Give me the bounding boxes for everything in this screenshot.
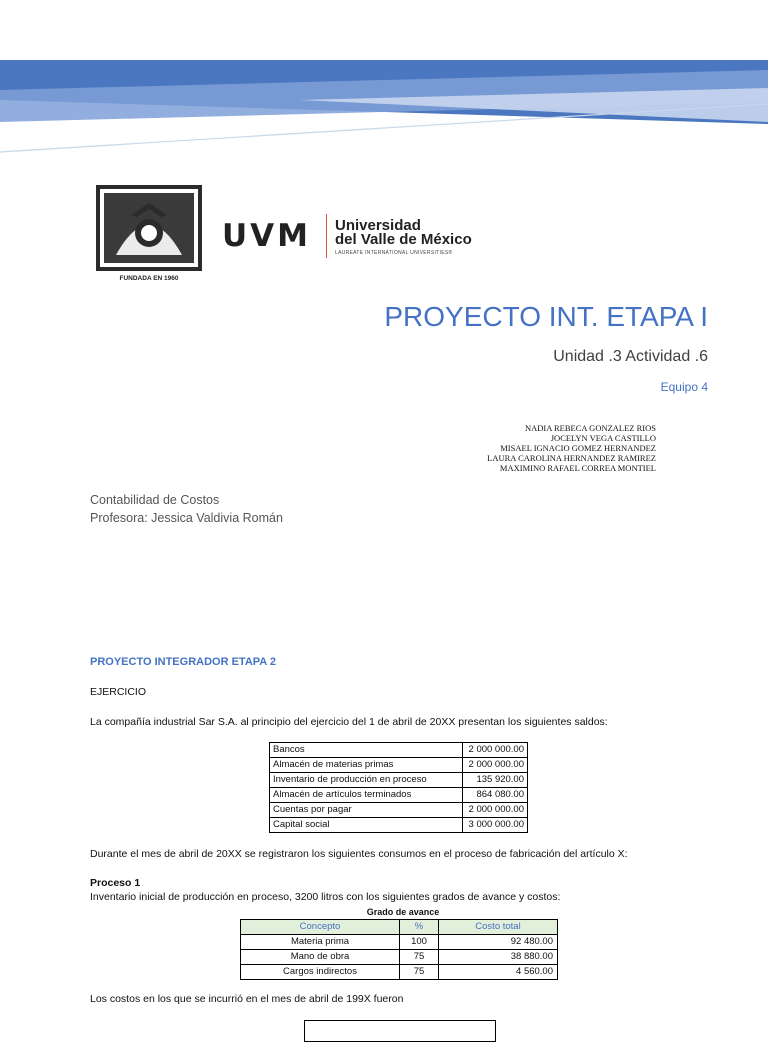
university-seal-logo (96, 185, 202, 283)
column-header-costo: Costo total (439, 920, 558, 935)
header-banner (0, 60, 768, 160)
team-label: Equipo 4 (660, 380, 708, 394)
table-header-row (241, 920, 558, 935)
balance-concept: Inventario de producción en proceso (270, 773, 463, 788)
member-name: JOCELYN VEGA CASTILLO (550, 433, 656, 443)
university-name-line1: Universidad (335, 217, 421, 234)
table-row (241, 965, 558, 980)
inventory-concept: Mano de obra (241, 950, 400, 965)
table-row (270, 743, 528, 758)
process-paragraph: Inventario inicial de producción en proceso, 3200 litros con los siguientes grados de avance y costos: (90, 891, 561, 903)
initial-inventory-table (240, 919, 558, 980)
table-row (270, 758, 528, 773)
inventory-cost: 38 880.00 (439, 950, 558, 965)
course-info (90, 491, 283, 527)
inventory-percent: 75 (400, 965, 439, 980)
member-name: NADIA REBECA GONZALEZ RIOS (524, 423, 656, 433)
balance-amount: 864 080.00 (463, 788, 528, 803)
table-row (241, 935, 558, 950)
balance-amount: 2 000 000.00 (463, 758, 528, 773)
logo-divider (326, 214, 327, 258)
column-header-concepto: Concepto (241, 920, 400, 935)
document-title: PROYECTO INT. ETAPA I (384, 301, 708, 332)
during-paragraph: Durante el mes de abril de 20XX se registraron los siguientes consumos en el proceso de fabricación del artículo X: (90, 848, 628, 860)
column-header-percent: % (400, 920, 439, 935)
section-heading: PROYECTO INTEGRADOR ETAPA 2 (90, 656, 277, 668)
professor-name: Profesora: Jessica Valdivia Román (90, 511, 283, 525)
inventory-percent: 100 (400, 935, 439, 950)
inventory-cost: 92 480.00 (439, 935, 558, 950)
exercise-label: EJERCICIO (90, 686, 147, 698)
balance-amount: 2 000 000.00 (463, 803, 528, 818)
costs-table-partial (304, 1020, 496, 1042)
university-name-line2: del Valle de México (335, 231, 472, 248)
inventory-cost: 4 560.00 (439, 965, 558, 980)
balance-amount: 135 920.00 (463, 773, 528, 788)
grado-de-avance-label: Grado de avance (366, 907, 440, 917)
seal-caption: FUNDADA EN 1960 (119, 275, 179, 282)
inventory-percent: 75 (400, 950, 439, 965)
table-row (270, 788, 528, 803)
member-name: LAURA CAROLINA HERNANDEZ RAMIREZ (487, 453, 656, 463)
balance-concept: Cuentas por pagar (270, 803, 463, 818)
team-members (487, 423, 656, 473)
table-row (270, 803, 528, 818)
table-row (270, 818, 528, 833)
inventory-concept: Materia prima (241, 935, 400, 950)
balance-amount: 3 000 000.00 (463, 818, 528, 833)
uvm-logo: UVM (222, 218, 312, 254)
table-row (241, 950, 558, 965)
balance-concept: Capital social (270, 818, 463, 833)
inventory-concept: Cargos indirectos (241, 965, 400, 980)
balance-amount: 2 000 000.00 (463, 743, 528, 758)
intro-paragraph: La compañía industrial Sar S.A. al principio del ejercicio del 1 de abril de 20XX presentan los siguientes saldos: (90, 716, 608, 728)
balance-concept: Bancos (270, 743, 463, 758)
balances-table (269, 742, 528, 833)
member-name: MISAEL IGNACIO GOMEZ HERNANDEZ (500, 443, 656, 453)
course-name: Contabilidad de Costos (90, 493, 220, 507)
balance-concept: Almacén de materias primas (270, 758, 463, 773)
laureate-tagline: LAUREATE INTERNATIONAL UNIVERSITIES® (335, 250, 453, 256)
member-name: MAXIMINO RAFAEL CORREA MONTIEL (499, 463, 656, 473)
document-subtitle: Unidad .3 Actividad .6 (553, 348, 708, 365)
costs-paragraph: Los costos en los que se incurrió en el mes de abril de 199X fueron (90, 993, 404, 1005)
process-heading: Proceso 1 (90, 877, 141, 889)
balance-concept: Almacén de artículos terminados (270, 788, 463, 803)
table-row (270, 773, 528, 788)
